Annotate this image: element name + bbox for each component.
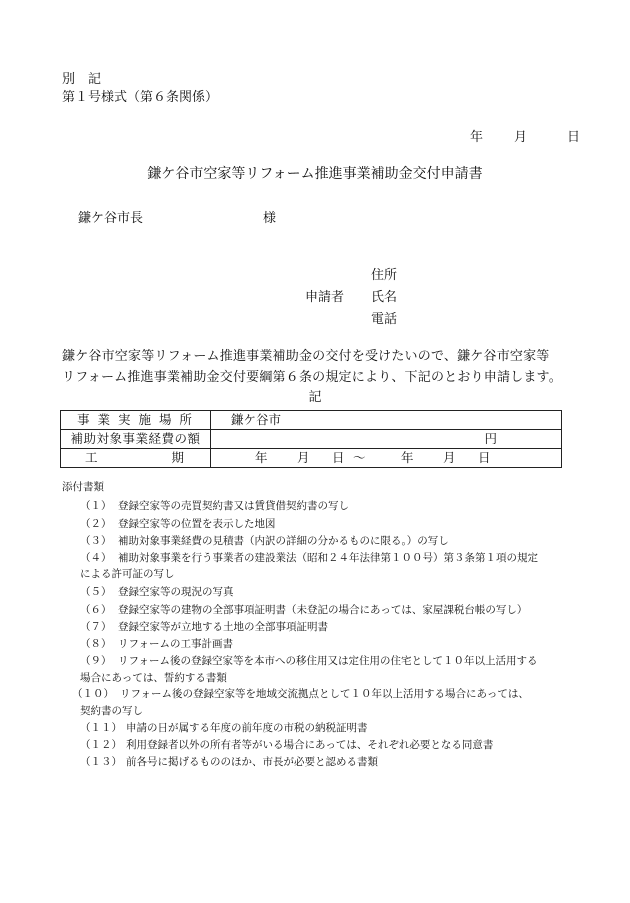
period-label-1: 工 xyxy=(85,450,100,465)
list-item-continuation: 場合にあっては、誓約する書類 xyxy=(80,672,227,684)
date-month: 月 xyxy=(514,130,528,145)
info-table xyxy=(60,410,562,468)
body-text-line-2: リフォーム推進事業補助金交付要綱第６条の規定により、下記のとおり申請します。 xyxy=(62,370,562,385)
list-item xyxy=(80,636,233,651)
table-row-location xyxy=(61,411,562,430)
applicant-label: 申請者 xyxy=(305,290,345,305)
item-text: 登録空家等の建物の全部事項証明書（未登記の場合にあっては、家屋課税台帳の写し） xyxy=(118,604,528,616)
item-number: （１０） xyxy=(72,688,114,700)
item-number: （１２） xyxy=(80,739,122,751)
item-text: リフォームの工事計画書 xyxy=(118,638,233,650)
cost-unit: 円 xyxy=(211,430,562,449)
body-text-line-1: 鎌ケ谷市空家等リフォーム推進事業補助金の交付を受けたいので、鎌ケ谷市空家等 xyxy=(62,349,550,364)
list-item xyxy=(80,550,538,565)
item-number: （５） xyxy=(80,586,112,598)
address-label: 住所 xyxy=(371,268,398,283)
start-month: 月 xyxy=(297,450,310,465)
start-day: 日 xyxy=(332,450,345,465)
item-number: （６） xyxy=(80,604,112,616)
item-number: （８） xyxy=(80,638,112,650)
item-number: （２） xyxy=(80,518,112,530)
list-item xyxy=(80,602,527,617)
item-text: 登録空家等の位置を表示した地図 xyxy=(118,518,276,530)
list-item-continuation: 契約書の写し xyxy=(80,705,143,717)
date-day: 日 xyxy=(567,130,581,145)
list-item xyxy=(80,498,349,513)
addressee-name: 鎌ケ谷市長 xyxy=(78,211,144,226)
location-value: 鎌ケ谷市 xyxy=(211,411,562,430)
item-text: 登録空家等が立地する土地の全部事項証明書 xyxy=(118,621,328,633)
list-item-continuation: による許可証の写し xyxy=(80,568,175,580)
form-number: 第１号様式（第６条関係） xyxy=(62,90,219,105)
end-month: 月 xyxy=(443,450,456,465)
document-title: 鎌ケ谷市空家等リフォーム推進事業補助金交付申請書 xyxy=(147,166,483,182)
attachments-heading: 添付書類 xyxy=(62,481,104,493)
item-number: （４） xyxy=(80,552,112,564)
period-label xyxy=(61,449,211,468)
table-row-period xyxy=(61,449,562,468)
list-item xyxy=(80,584,234,599)
list-item xyxy=(80,737,493,752)
cost-label: 補助対象事業経費の額 xyxy=(61,430,211,449)
item-number: （１３） xyxy=(80,756,122,768)
item-number: （１） xyxy=(80,500,112,512)
period-label-2: 期 xyxy=(171,450,186,465)
bekki-label: 別 記 xyxy=(62,72,102,87)
list-item xyxy=(80,653,537,668)
list-item xyxy=(80,619,328,634)
item-text: 前各号に掲げるもののほか、市長が必要と認める書類 xyxy=(126,756,378,768)
addressee-suffix: 様 xyxy=(263,211,277,226)
item-number: （７） xyxy=(80,621,112,633)
list-item xyxy=(80,720,368,735)
item-number: （１１） xyxy=(80,722,122,734)
list-item xyxy=(72,686,529,701)
start-year: 年 xyxy=(255,450,268,465)
list-item xyxy=(80,516,276,531)
item-text: 申請の日が属する年度の前年度の市税の納税証明書 xyxy=(126,722,368,734)
phone-label: 電話 xyxy=(371,312,398,327)
name-label: 氏名 xyxy=(371,290,398,305)
end-year: 年 xyxy=(401,450,414,465)
item-number: （９） xyxy=(80,655,112,667)
item-text: 登録空家等の現況の写真 xyxy=(118,586,234,598)
item-text: 補助対象事業を行う事業者の建設業法（昭和２４年法律第１００号）第３条第１項の規定 xyxy=(118,552,538,564)
item-text: 登録空家等の売買契約書又は賃貸借契約書の写し xyxy=(118,500,349,512)
item-text: 利用登録者以外の所有者等がいる場合にあっては、それぞれ必要となる同意書 xyxy=(126,739,494,751)
item-number: （３） xyxy=(80,535,112,547)
date-year: 年 xyxy=(470,130,484,145)
table-row-cost xyxy=(61,430,562,449)
ki-mark: 記 xyxy=(308,390,322,405)
end-day: 日 xyxy=(478,450,491,465)
list-item xyxy=(80,754,378,769)
period-tilde: ～ xyxy=(353,450,366,465)
location-label: 事 業 実 施 場 所 xyxy=(61,411,211,430)
item-text: リフォーム後の登録空家等を本市への移住用又は定住用の住宅として１０年以上活用する xyxy=(118,655,538,667)
item-text: リフォーム後の登録空家等を地域交流拠点として１０年以上活用する場合にあっては、 xyxy=(120,688,529,700)
period-value xyxy=(211,449,562,468)
item-text: 補助対象事業経費の見積書（内訳の詳細の分かるものに限る。）の写し xyxy=(118,535,449,547)
list-item xyxy=(80,533,449,548)
